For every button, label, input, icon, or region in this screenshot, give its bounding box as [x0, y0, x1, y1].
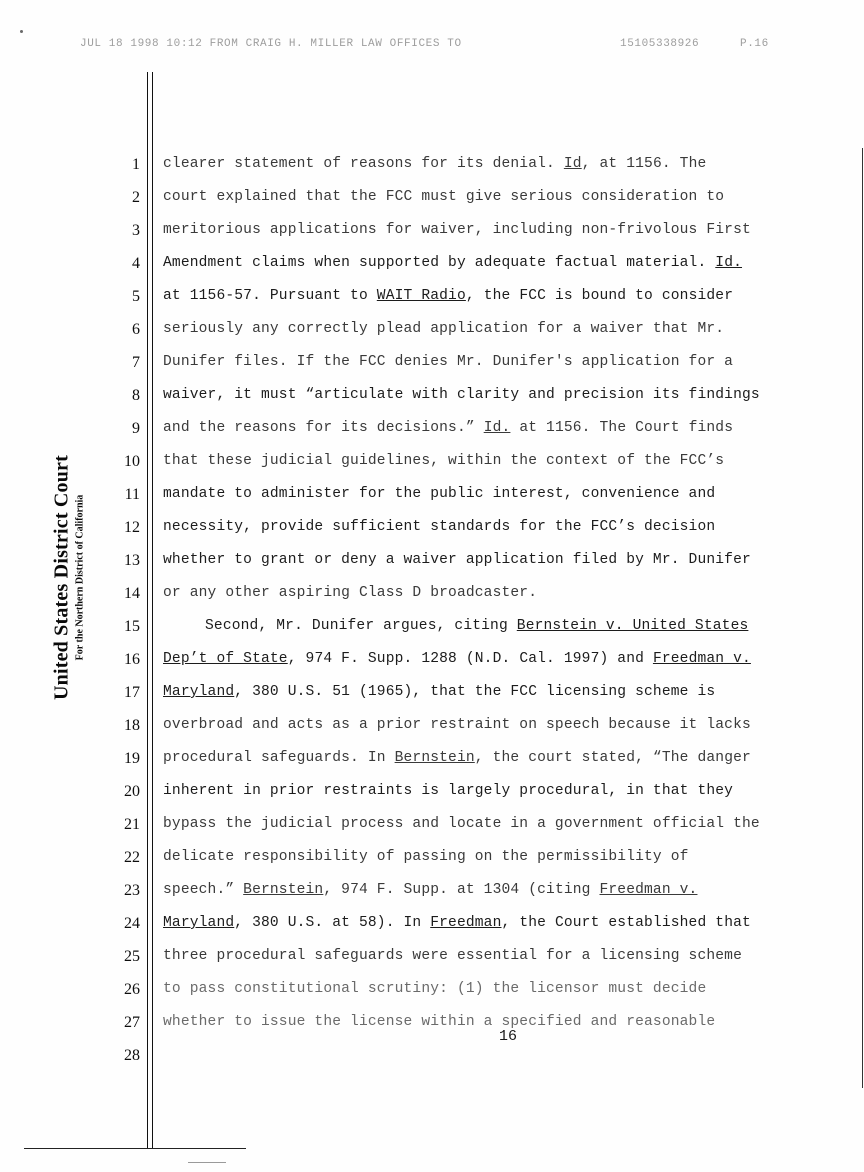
document-line: bypass the judicial process and locate in a government official the: [163, 816, 760, 832]
right-margin-rule: [862, 148, 863, 1088]
document-line: Dep’t of State, 974 F. Supp. 1288 (N.D. Cal. 1997) and Freedman v.: [163, 651, 751, 667]
line-number: 12: [124, 519, 140, 536]
court-margin-caption: [51, 448, 86, 708]
document-line: court explained that the FCC must give serious consideration to: [163, 189, 725, 205]
line-number: 5: [132, 288, 140, 305]
line-number: 4: [132, 255, 140, 272]
document-line: Maryland, 380 U.S. 51 (1965), that the FCC licensing scheme is: [163, 684, 716, 700]
fax-header-number: 15105338926: [620, 38, 700, 50]
document-line: or any other aspiring Class D broadcaster.: [163, 585, 538, 601]
document-line: Dunifer files. If the FCC denies Mr. Dunifer's application for a: [163, 354, 734, 370]
line-number: 14: [124, 585, 140, 602]
line-number: 1: [132, 156, 140, 173]
document-line: waiver, it must “articulate with clarity and precision its findings: [163, 387, 760, 403]
document-line: to pass constitutional scrutiny: (1) the licensor must decide: [163, 981, 707, 997]
line-number: 21: [124, 816, 140, 833]
document-line: procedural safeguards. In Bernstein, the court stated, “The danger: [163, 750, 751, 766]
bottom-rule: [24, 1148, 246, 1149]
document-line: three procedural safeguards were essential for a licensing scheme: [163, 948, 742, 964]
line-number: 7: [132, 354, 140, 371]
fax-header-page: P.16: [740, 38, 769, 50]
line-number: 9: [132, 420, 140, 437]
document-line: whether to issue the license within a specified and reasonable: [163, 1014, 716, 1030]
bottom-rule-secondary: [188, 1162, 226, 1163]
document-line: inherent in prior restraints is largely procedural, in that they: [163, 783, 734, 799]
document-line: whether to grant or deny a waiver application filed by Mr. Dunifer: [163, 552, 751, 568]
left-margin-rule-outer: [147, 72, 148, 1148]
document-line: that these judicial guidelines, within the context of the FCC’s: [163, 453, 725, 469]
document-line: meritorious applications for waiver, including non-frivolous First: [163, 222, 751, 238]
scan-artifact-dot: [20, 30, 23, 33]
document-line: at 1156-57. Pursuant to WAIT Radio, the FCC is bound to consider: [163, 288, 734, 304]
line-number: 23: [124, 882, 140, 899]
document-line: speech.” Bernstein, 974 F. Supp. at 1304 (citing Freedman v.: [163, 882, 698, 898]
document-line: seriously any correctly plead application for a waiver that Mr.: [163, 321, 725, 337]
line-number: 11: [124, 486, 140, 503]
line-number: 28: [124, 1047, 140, 1064]
line-number: 6: [132, 321, 140, 338]
fax-header: [80, 38, 800, 54]
line-number-gutter: [112, 148, 140, 1072]
document-line: overbroad and acts as a prior restraint on speech because it lacks: [163, 717, 751, 733]
document-body: [163, 148, 853, 1039]
line-number: 3: [132, 222, 140, 239]
court-district: For the Northern District of California: [74, 494, 86, 661]
court-name: United States District Court: [50, 455, 73, 701]
line-number: 20: [124, 783, 140, 800]
line-number: 10: [124, 453, 140, 470]
fax-header-source: JUL 18 1998 10:12 FROM CRAIG H. MILLER LAW OFFICES TO: [80, 38, 462, 50]
document-line: clearer statement of reasons for its denial. Id, at 1156. The: [163, 156, 707, 172]
line-number: 22: [124, 849, 140, 866]
line-number: 16: [124, 651, 140, 668]
document-line: Second, Mr. Dunifer argues, citing Bernstein v. United States: [205, 618, 749, 634]
document-line: necessity, provide sufficient standards for the FCC’s decision: [163, 519, 716, 535]
document-line: Amendment claims when supported by adequate factual material. Id.: [163, 255, 743, 271]
line-number: 26: [124, 981, 140, 998]
line-number: 8: [132, 387, 140, 404]
document-line: mandate to administer for the public interest, convenience and: [163, 486, 716, 502]
document-line: delicate responsibility of passing on the permissibility of: [163, 849, 689, 865]
left-margin-rule-inner: [152, 72, 153, 1148]
line-number: 19: [124, 750, 140, 767]
line-number: 25: [124, 948, 140, 965]
document-line: and the reasons for its decisions.” Id. at 1156. The Court finds: [163, 420, 734, 436]
document-line: Maryland, 380 U.S. at 58). In Freedman, the Court established that: [163, 915, 751, 931]
line-number: 13: [124, 552, 140, 569]
line-number: 24: [124, 915, 140, 932]
line-number: 17: [124, 684, 140, 701]
line-number: 18: [124, 717, 140, 734]
line-number: 27: [124, 1014, 140, 1031]
line-number: 15: [124, 618, 140, 635]
page-number: 16: [498, 1028, 517, 1045]
line-number: 2: [132, 189, 140, 206]
